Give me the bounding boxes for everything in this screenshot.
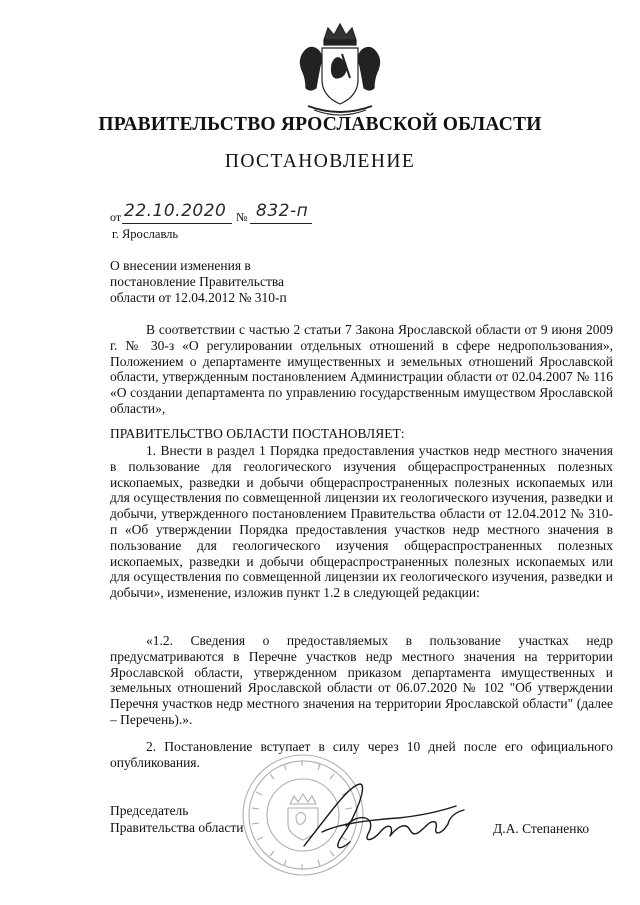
handwritten-signature [298,776,470,866]
number-underline [250,223,312,224]
coat-of-arms-emblem [294,18,386,120]
signatory-position: Председатель Правительства области [110,803,244,835]
document-subject: О внесении изменения в постановление Правительства области от 12.04.2012 № 310-п [110,258,287,305]
page-title: ПРАВИТЕЛЬСТВО ЯРОСЛАВСКОЙ ОБЛАСТИ [98,114,542,135]
city: г. Ярославль [112,227,179,241]
number-prefix: № [236,210,248,224]
date-number-line [110,201,350,227]
document-number: 832-п [256,201,309,221]
date-prefix: от [110,210,122,224]
item-1-2-paragraph: «1.2. Сведения о предоставляемых в пользование участках недр предусматриваются в Перечне участков недр местного значения на территории Ярославской области, утвержденном приказом департамента имущественных и земельных отношений Ярославской области от 06.07.2020 № 102 "Об утверждении Перечня участков недр местного значения на территории Ярославской области" (далее – Перечень).». [110,633,613,727]
resolves-line: ПРАВИТЕЛЬСТВО ОБЛАСТИ ПОСТАНОВЛЯЕТ: [110,426,405,441]
document-date: 22.10.2020 [124,201,227,221]
date-underline [122,223,232,224]
document-type: ПОСТАНОВЛЕНИЕ [224,151,416,172]
item-2-paragraph: 2. Постановление вступает в силу через 10 дней после его официального опубликования. [110,739,613,770]
item-1-paragraph: 1. Внести в раздел 1 Порядка предоставления участков недр местного значения в пользование для геологического изучения общераспространенных полезных ископаемых, разведки и добычи общераспространенных полезных ископаемых или для осуществления по совмещенной лицензии их геологического изучения, разведки и добычи, утвержденного постановлением Правительства области от 12.04.2012 № 310-п «Об утверждении Порядка предоставления участков недр местного значения в пользование для геологического изучения общераспространенных полезных ископаемых, разведки и добычи общераспространенных полезных ископаемых или для осуществления по совмещенной лицензии их геологического изучения, разведки и добычи», изменение, изложив пункт 1.2 в следующей редакции: [110,443,613,601]
preamble-paragraph: В соответствии с частью 2 статьи 7 Закона Ярославской области от 9 июня 2009 г. № 30-з «О регулировании отдельных отношений в сфере недропользования», Положением о департаменте имущественных и земельных отношений Ярославской области, утвержденным постановлением Администрации области от 02.04.2007 № 116 «О создании департамента по управлению государственным имуществом Ярославской области», [110,322,613,416]
signatory-name: Д.А. Степаненко [493,821,590,836]
